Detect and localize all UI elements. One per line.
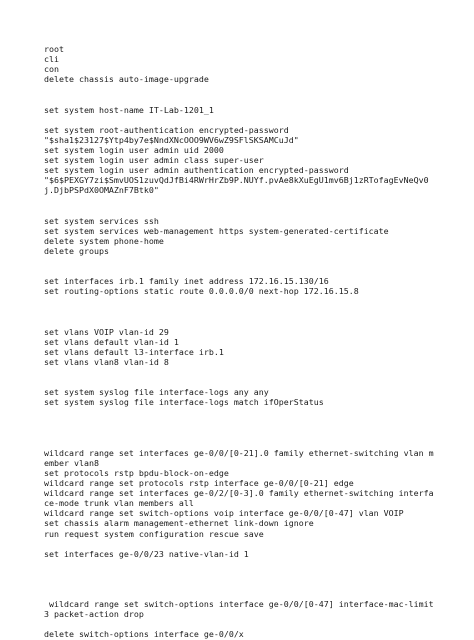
config-line: delete chassis auto-image-upgrade (44, 74, 209, 85)
blank-line (44, 296, 434, 306)
config-line: set vlans vlan8 vlan-id 8 (44, 356, 169, 367)
blank-line (44, 539, 434, 549)
config-line: set system host-name IT-Lab-1201_1 (44, 104, 214, 115)
config-line: root (44, 44, 64, 54)
blank-line (44, 195, 434, 205)
blank-line (44, 206, 434, 216)
config-line: wildcard range set interfaces ge-0/0/[0-21].0 family ethernet-switching vlan member vlan8 (44, 447, 434, 468)
config-line: set system login user admin class super-user (44, 155, 264, 166)
blank-line (44, 94, 434, 104)
blank-line (44, 619, 434, 629)
config-line: set system syslog file interface-logs match ifOperStatus (44, 397, 324, 408)
config-line: wildcard range set interfaces ge-0/2/[0-3].0 family ethernet-switching interface-mode trunk vlan members all (44, 488, 434, 509)
config-line: con (44, 64, 59, 75)
blank-line (44, 569, 434, 579)
config-line: wildcard range set switch-options interface ge-0/0/[0-47] interface-mac-limit 3 packet-action drop (44, 599, 439, 620)
blank-line (44, 579, 434, 589)
blank-line (44, 438, 434, 448)
blank-line (44, 428, 434, 438)
config-line: "$6$PEXGY7zi$SmvUOS1zuvQdJfBi4RWrHrZb9P.NUYf.pvAe8kXuEgU1mv6Bj1zRTofagEvNeQv0j.DjbPSPdX0OMAZnF7Btk0" (44, 175, 429, 196)
config-line: set vlans default l3-interface irb.1 (44, 346, 224, 357)
blank-line (44, 115, 434, 125)
blank-line (44, 306, 434, 316)
config-line: wildcard range set switch-options voip interface ge-0/0/[0-47] vlan VOIP (44, 508, 404, 519)
blank-line (44, 417, 434, 427)
config-line: run request system configuration rescue save (44, 528, 264, 539)
blank-line (44, 377, 434, 387)
blank-line (44, 367, 434, 377)
blank-line (44, 559, 434, 569)
config-line: delete system phone-home (44, 235, 164, 246)
config-line: cli (44, 54, 59, 65)
config-line: set system services ssh (44, 215, 159, 226)
blank-line (44, 266, 434, 276)
config-line: set system login user admin authentication encrypted-password (44, 165, 349, 176)
config-line: set vlans VOIP vlan-id 29 (44, 326, 169, 337)
config-line: set protocols rstp bpdu-block-on-edge (44, 467, 229, 478)
config-line: set system root-authentication encrypted-password (44, 124, 289, 135)
config-listing (44, 44, 439, 640)
config-line: set chassis alarm management-ethernet link-down ignore (44, 518, 314, 529)
config-line: set interfaces irb.1 family inet address 172.16.15.130/16 (44, 276, 329, 287)
config-line: set routing-options static route 0.0.0.0/0 next-hop 172.16.15.8 (44, 286, 359, 297)
blank-line (44, 317, 434, 327)
blank-line (44, 589, 434, 599)
config-line: "$sha1$23127$Ytp4by7e$NndXNcOOO9WV6wZ9SFlSKSAMCuJd" (44, 134, 299, 145)
blank-line (44, 84, 434, 94)
blank-line (44, 407, 434, 417)
config-line: set system syslog file interface-logs any any (44, 387, 269, 398)
config-line: delete switch-options interface ge-0/0/x (44, 629, 244, 640)
config-line: wildcard range set protocols rstp interface ge-0/0/[0-21] edge (44, 478, 354, 489)
config-line: set system services web-management https system-generated-certificate (44, 225, 389, 236)
blank-line (44, 256, 434, 266)
config-line: set vlans default vlan-id 1 (44, 336, 179, 347)
config-line: set interfaces ge-0/0/23 native-vlan-id 1 (44, 548, 249, 559)
config-line: set system login user admin uid 2000 (44, 144, 224, 155)
config-line: delete groups (44, 245, 109, 256)
